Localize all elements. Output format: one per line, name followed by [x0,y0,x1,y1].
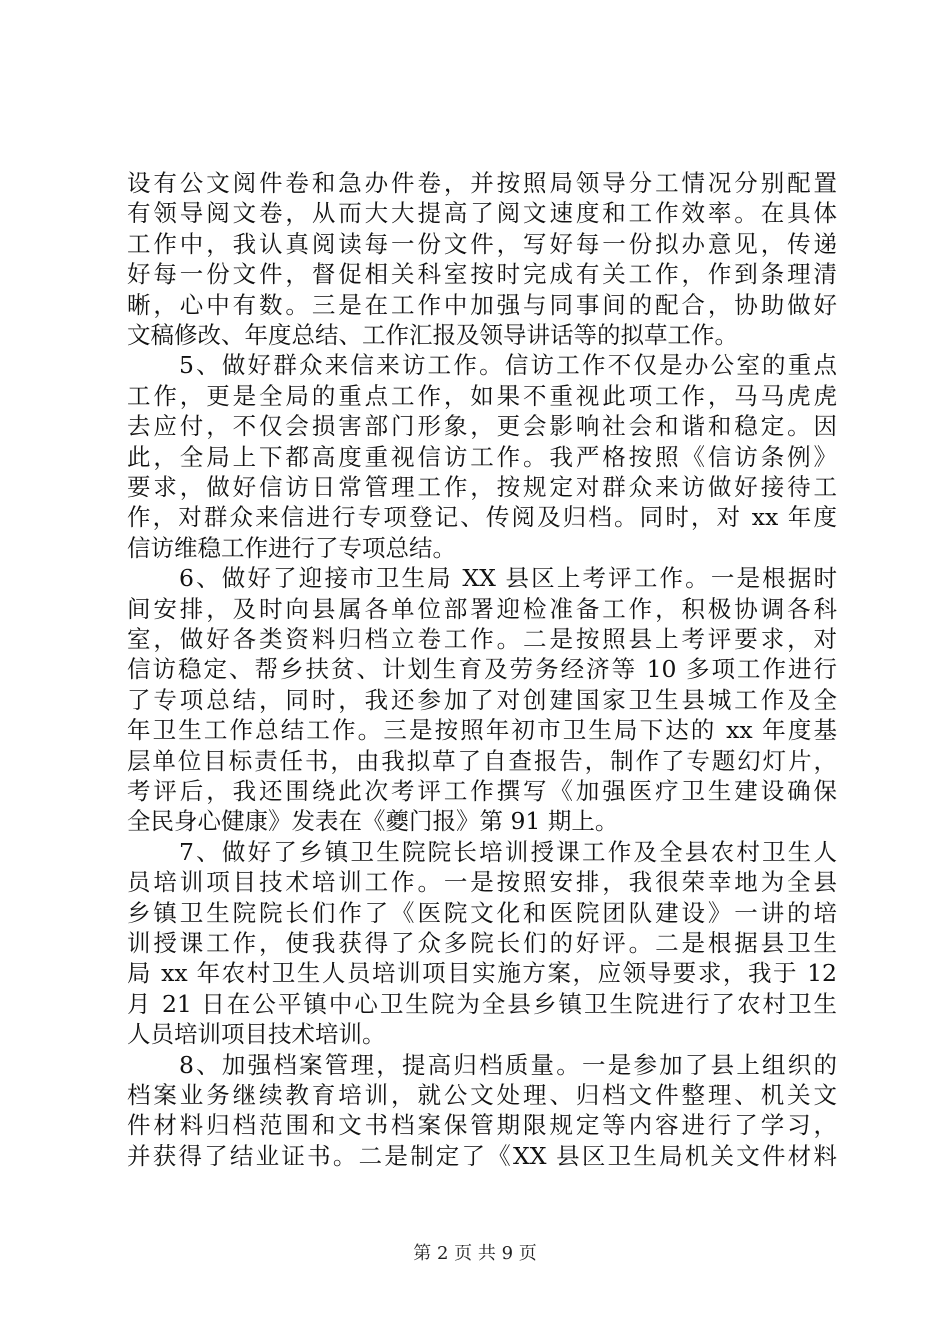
text-line: 员培训项目技术培训工作。一是按照安排，我很荣幸地为全县 [127,868,837,897]
text-line: 了专项总结，同时，我还参加了对创建国家卫生县城工作及全 [127,685,837,714]
text-line: 设有公文阅件卷和急办件卷，并按照局领导分工情况分别配置 [127,169,837,197]
text-line: 晰，心中有数。三是在工作中加强与同事间的配合，协助做好 [127,290,837,319]
paragraph-start-line: 8、加强档案管理，提高归档质量。一是参加了县上组织的 [179,1050,837,1079]
text-line: 好每一份文件，督促相关科室按时完成有关工作，作到条理清 [127,260,837,289]
text-line: 工作，更是全局的重点工作，如果不重视此项工作，马马虎虎 [127,381,837,410]
text-line: 要求，做好信访日常管理工作，按规定对群众来访做好接待工 [127,473,837,501]
paragraph-start-line: 7、做好了乡镇卫生院院长培训授课工作及全县农村卫生人 [179,837,837,866]
text-line: 工作中，我认真阅读每一份文件，写好每一份拟办意见，传递 [127,229,837,258]
text-line: 去应付，不仅会损害部门形象，更会影响社会和谐和稳定。因 [127,412,837,441]
paragraph-start-line: 6、做好了迎接市卫生局 XX 县区上考评工作。一是根据时 [179,564,837,593]
text-line: 有领导阅文卷，从而大大提高了阅文速度和工作效率。在具体 [127,199,837,228]
text-line: 训授课工作，使我获得了众多院长们的好评。二是根据县卫生 [127,929,837,957]
text-line: 层单位目标责任书，由我拟草了自查报告，制作了专题幻灯片， [127,746,837,775]
text-line: 作，对群众来信进行专项登记、传阅及归档。同时，对 xx 年度 [127,503,837,532]
text-line: 考评后，我还围绕此次考评工作撰写《加强医疗卫生建设确保 [127,777,837,805]
text-line: 文稿修改、年度总结、工作汇报及领导讲话等的拟草工作。 [127,321,738,349]
text-line: 信访维稳工作进行了专项总结。 [127,533,456,562]
paragraph-start-line: 5、做好群众来信来访工作。信访工作不仅是办公室的重点 [179,351,837,380]
text-line: 年卫生工作总结工作。三是按照年初市卫生局下达的 xx 年度基 [127,716,837,745]
text-line: 信访稳定、帮乡扶贫、计划生育及劳务经济等 10 多项工作进行 [127,655,837,684]
text-line: 间安排，及时向县属各单位部署迎检准备工作，积极协调各科 [127,594,837,623]
text-line: 人员培训项目技术培训。 [127,1020,386,1049]
text-line: 此，全局上下都高度重视信访工作。我严格按照《信访条例》 [127,442,837,471]
text-line: 乡镇卫生院院长们作了《医院文化和医院团队建设》一讲的培 [127,898,837,927]
text-line: 并获得了结业证书。二是制定了《XX 县区卫生局机关文件材料 [127,1141,837,1170]
text-line: 件材料归档范围和文书档案保管期限规定等内容进行了学习， [127,1111,837,1140]
text-line: 档案业务继续教育培训，就公文处理、归档文件整理、机关文 [127,1081,837,1109]
page-footer: 第 2 页 共 9 页 [413,1243,537,1264]
text-line: 局 xx 年农村卫生人员培训项目实施方案，应领导要求，我于 12 [127,959,837,988]
text-line: 全民身心健康》发表在《夔门报》第 91 期上。 [127,807,619,836]
text-line: 月 21 日在公平镇中心卫生院为全县乡镇卫生院进行了农村卫生 [127,989,837,1018]
text-line: 室，做好各类资料归档立卷工作。二是按照县上考评要求，对 [127,625,837,653]
